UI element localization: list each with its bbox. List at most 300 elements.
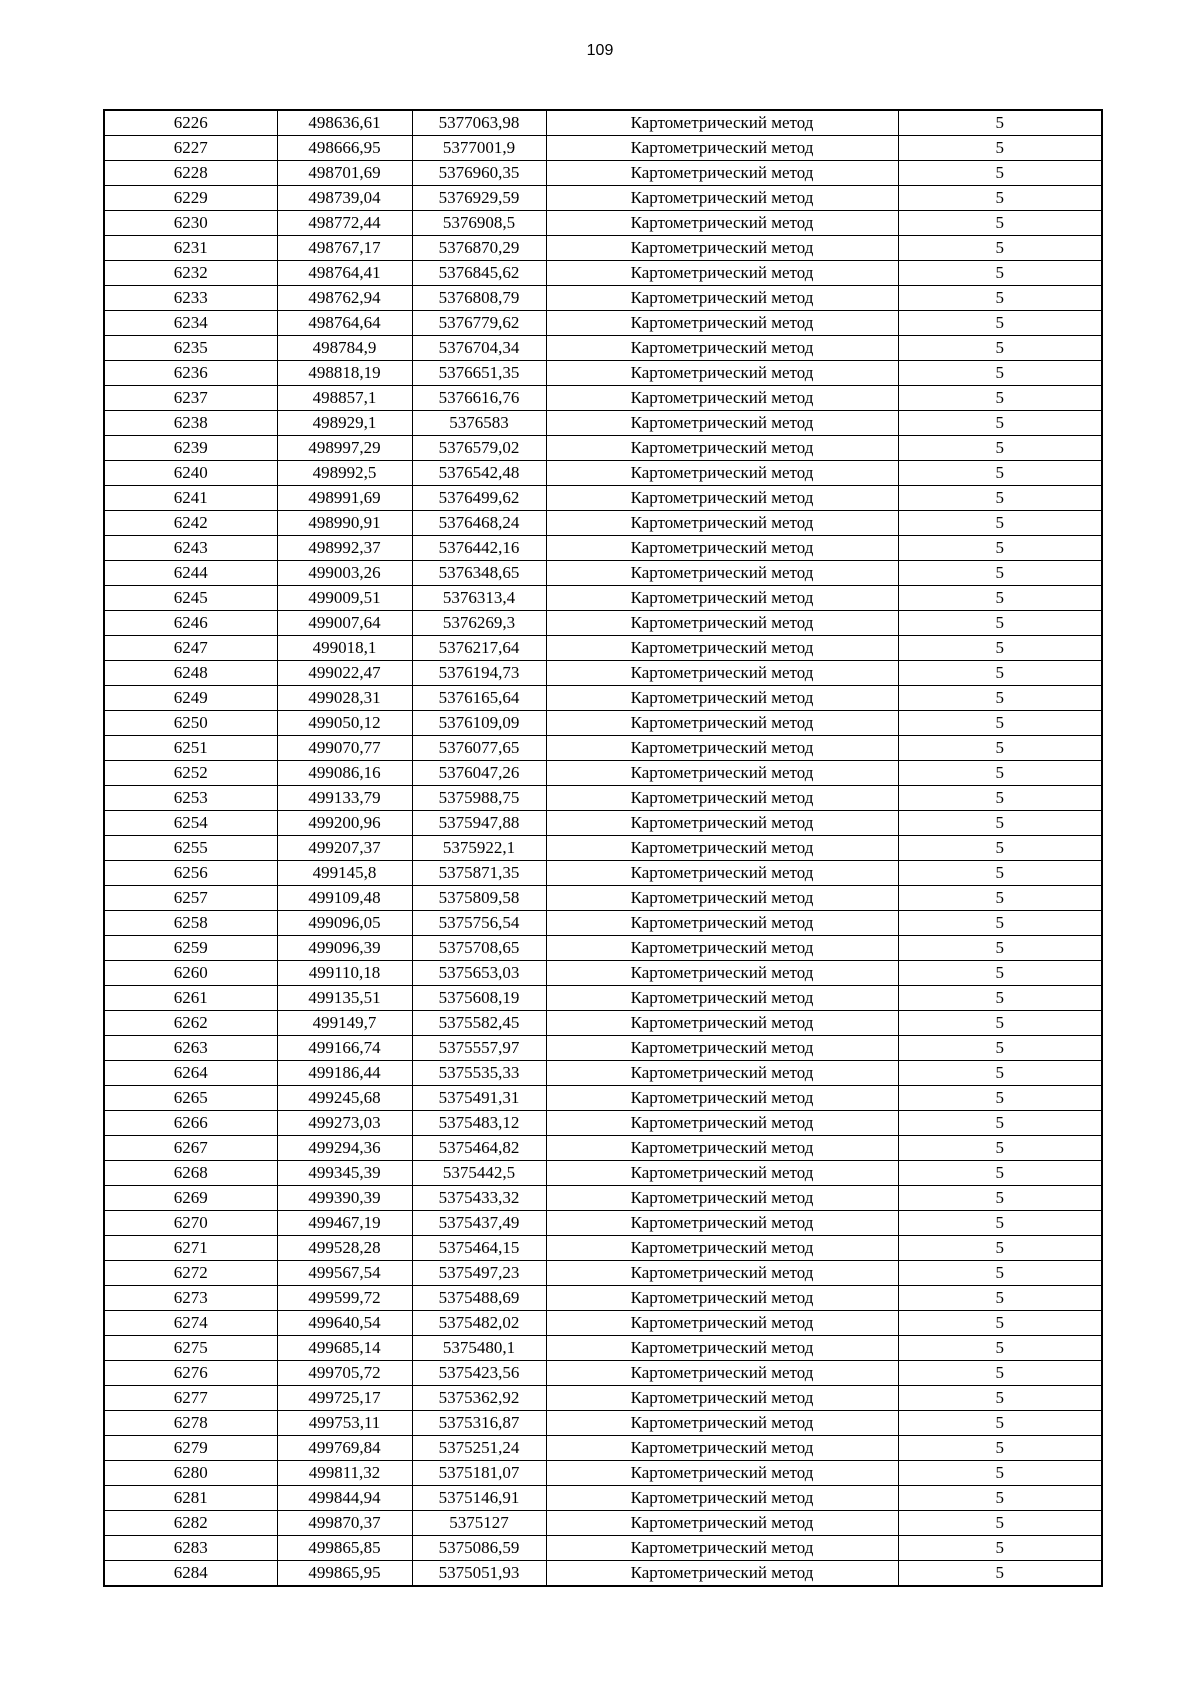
accuracy-cell: 5 [898, 1036, 1102, 1061]
accuracy-cell: 5 [898, 1111, 1102, 1136]
table-row [104, 336, 1102, 361]
point-number-cell: 6269 [104, 1186, 277, 1211]
method-cell: Картометрический метод [546, 1186, 898, 1211]
y-coordinate-cell: 5375437,49 [412, 1211, 546, 1236]
y-coordinate-cell: 5375464,82 [412, 1136, 546, 1161]
x-coordinate-cell: 499207,37 [277, 836, 412, 861]
accuracy-cell: 5 [898, 1336, 1102, 1361]
point-number-cell: 6244 [104, 561, 277, 586]
y-coordinate-cell: 5376109,09 [412, 711, 546, 736]
x-coordinate-cell: 499753,11 [277, 1411, 412, 1436]
accuracy-cell: 5 [898, 1536, 1102, 1561]
accuracy-cell: 5 [898, 1136, 1102, 1161]
accuracy-cell: 5 [898, 311, 1102, 336]
table-row [104, 986, 1102, 1011]
method-cell: Картометрический метод [546, 110, 898, 136]
accuracy-cell: 5 [898, 1011, 1102, 1036]
method-cell: Картометрический метод [546, 411, 898, 436]
method-cell: Картометрический метод [546, 336, 898, 361]
accuracy-cell: 5 [898, 361, 1102, 386]
y-coordinate-cell: 5375146,91 [412, 1486, 546, 1511]
y-coordinate-cell: 5375582,45 [412, 1011, 546, 1036]
method-cell: Картометрический метод [546, 311, 898, 336]
accuracy-cell: 5 [898, 961, 1102, 986]
x-coordinate-cell: 498992,5 [277, 461, 412, 486]
method-cell: Картометрический метод [546, 911, 898, 936]
y-coordinate-cell: 5375756,54 [412, 911, 546, 936]
accuracy-cell: 5 [898, 1086, 1102, 1111]
table-row [104, 186, 1102, 211]
y-coordinate-cell: 5375086,59 [412, 1536, 546, 1561]
point-number-cell: 6250 [104, 711, 277, 736]
point-number-cell: 6233 [104, 286, 277, 311]
y-coordinate-cell: 5375051,93 [412, 1561, 546, 1587]
x-coordinate-cell: 499135,51 [277, 986, 412, 1011]
point-number-cell: 6242 [104, 511, 277, 536]
y-coordinate-cell: 5375251,24 [412, 1436, 546, 1461]
method-cell: Картометрический метод [546, 1086, 898, 1111]
method-cell: Картометрический метод [546, 1411, 898, 1436]
method-cell: Картометрический метод [546, 436, 898, 461]
y-coordinate-cell: 5376583 [412, 411, 546, 436]
method-cell: Картометрический метод [546, 886, 898, 911]
accuracy-cell: 5 [898, 286, 1102, 311]
x-coordinate-cell: 499028,31 [277, 686, 412, 711]
x-coordinate-cell: 499705,72 [277, 1361, 412, 1386]
accuracy-cell: 5 [898, 1511, 1102, 1536]
y-coordinate-cell: 5376468,24 [412, 511, 546, 536]
method-cell: Картометрический метод [546, 1236, 898, 1261]
table-row [104, 411, 1102, 436]
point-number-cell: 6277 [104, 1386, 277, 1411]
point-number-cell: 6247 [104, 636, 277, 661]
method-cell: Картометрический метод [546, 1136, 898, 1161]
point-number-cell: 6267 [104, 1136, 277, 1161]
method-cell: Картометрический метод [546, 1361, 898, 1386]
y-coordinate-cell: 5376542,48 [412, 461, 546, 486]
method-cell: Картометрический метод [546, 1461, 898, 1486]
y-coordinate-cell: 5375708,65 [412, 936, 546, 961]
coordinates-table [103, 109, 1103, 1587]
point-number-cell: 6229 [104, 186, 277, 211]
point-number-cell: 6261 [104, 986, 277, 1011]
accuracy-cell: 5 [898, 911, 1102, 936]
table-row [104, 461, 1102, 486]
y-coordinate-cell: 5375988,75 [412, 786, 546, 811]
accuracy-cell: 5 [898, 1436, 1102, 1461]
x-coordinate-cell: 498764,64 [277, 311, 412, 336]
method-cell: Картометрический метод [546, 536, 898, 561]
method-cell: Картометрический метод [546, 961, 898, 986]
accuracy-cell: 5 [898, 211, 1102, 236]
point-number-cell: 6258 [104, 911, 277, 936]
accuracy-cell: 5 [898, 1236, 1102, 1261]
table-row [104, 1211, 1102, 1236]
x-coordinate-cell: 499528,28 [277, 1236, 412, 1261]
y-coordinate-cell: 5375497,23 [412, 1261, 546, 1286]
x-coordinate-cell: 499467,19 [277, 1211, 412, 1236]
point-number-cell: 6278 [104, 1411, 277, 1436]
point-number-cell: 6268 [104, 1161, 277, 1186]
y-coordinate-cell: 5375947,88 [412, 811, 546, 836]
x-coordinate-cell: 498991,69 [277, 486, 412, 511]
y-coordinate-cell: 5376077,65 [412, 736, 546, 761]
point-number-cell: 6254 [104, 811, 277, 836]
y-coordinate-cell: 5377063,98 [412, 110, 546, 136]
point-number-cell: 6273 [104, 1286, 277, 1311]
x-coordinate-cell: 499110,18 [277, 961, 412, 986]
point-number-cell: 6265 [104, 1086, 277, 1111]
x-coordinate-cell: 498992,37 [277, 536, 412, 561]
accuracy-cell: 5 [898, 611, 1102, 636]
method-cell: Картометрический метод [546, 1536, 898, 1561]
accuracy-cell: 5 [898, 1461, 1102, 1486]
point-number-cell: 6255 [104, 836, 277, 861]
point-number-cell: 6226 [104, 110, 277, 136]
table-row [104, 811, 1102, 836]
point-number-cell: 6241 [104, 486, 277, 511]
y-coordinate-cell: 5376616,76 [412, 386, 546, 411]
x-coordinate-cell: 498784,9 [277, 336, 412, 361]
method-cell: Картометрический метод [546, 161, 898, 186]
table-row [104, 1336, 1102, 1361]
y-coordinate-cell: 5375442,5 [412, 1161, 546, 1186]
accuracy-cell: 5 [898, 1261, 1102, 1286]
point-number-cell: 6272 [104, 1261, 277, 1286]
point-number-cell: 6264 [104, 1061, 277, 1086]
table-row [104, 136, 1102, 161]
table-row [104, 836, 1102, 861]
y-coordinate-cell: 5375608,19 [412, 986, 546, 1011]
table-row [104, 1036, 1102, 1061]
x-coordinate-cell: 499345,39 [277, 1161, 412, 1186]
table-row [104, 961, 1102, 986]
table-row [104, 1386, 1102, 1411]
accuracy-cell: 5 [898, 461, 1102, 486]
table-row [104, 1236, 1102, 1261]
x-coordinate-cell: 499865,95 [277, 1561, 412, 1587]
y-coordinate-cell: 5376704,34 [412, 336, 546, 361]
x-coordinate-cell: 498764,41 [277, 261, 412, 286]
x-coordinate-cell: 498997,29 [277, 436, 412, 461]
x-coordinate-cell: 499050,12 [277, 711, 412, 736]
point-number-cell: 6260 [104, 961, 277, 986]
accuracy-cell: 5 [898, 686, 1102, 711]
y-coordinate-cell: 5376194,73 [412, 661, 546, 686]
method-cell: Картометрический метод [546, 1561, 898, 1587]
accuracy-cell: 5 [898, 936, 1102, 961]
y-coordinate-cell: 5375488,69 [412, 1286, 546, 1311]
x-coordinate-cell: 498762,94 [277, 286, 412, 311]
x-coordinate-cell: 498739,04 [277, 186, 412, 211]
table-row [104, 1536, 1102, 1561]
point-number-cell: 6237 [104, 386, 277, 411]
method-cell: Картометрический метод [546, 186, 898, 211]
method-cell: Картометрический метод [546, 861, 898, 886]
method-cell: Картометрический метод [546, 1286, 898, 1311]
y-coordinate-cell: 5375809,58 [412, 886, 546, 911]
method-cell: Картометрический метод [546, 1161, 898, 1186]
point-number-cell: 6266 [104, 1111, 277, 1136]
accuracy-cell: 5 [898, 1311, 1102, 1336]
point-number-cell: 6227 [104, 136, 277, 161]
accuracy-cell: 5 [898, 1486, 1102, 1511]
point-number-cell: 6257 [104, 886, 277, 911]
table-row [104, 886, 1102, 911]
method-cell: Картометрический метод [546, 761, 898, 786]
table-row [104, 1361, 1102, 1386]
y-coordinate-cell: 5377001,9 [412, 136, 546, 161]
point-number-cell: 6256 [104, 861, 277, 886]
y-coordinate-cell: 5375316,87 [412, 1411, 546, 1436]
accuracy-cell: 5 [898, 110, 1102, 136]
table-row [104, 1261, 1102, 1286]
accuracy-cell: 5 [898, 486, 1102, 511]
method-cell: Картометрический метод [546, 936, 898, 961]
x-coordinate-cell: 498767,17 [277, 236, 412, 261]
table-row [104, 1561, 1102, 1587]
table-row [104, 1136, 1102, 1161]
table-row [104, 1011, 1102, 1036]
accuracy-cell: 5 [898, 1561, 1102, 1587]
point-number-cell: 6279 [104, 1436, 277, 1461]
page-number: 109 [586, 42, 614, 59]
y-coordinate-cell: 5375535,33 [412, 1061, 546, 1086]
accuracy-cell: 5 [898, 336, 1102, 361]
y-coordinate-cell: 5375127 [412, 1511, 546, 1536]
method-cell: Картометрический метод [546, 986, 898, 1011]
method-cell: Картометрический метод [546, 611, 898, 636]
accuracy-cell: 5 [898, 636, 1102, 661]
point-number-cell: 6249 [104, 686, 277, 711]
accuracy-cell: 5 [898, 536, 1102, 561]
x-coordinate-cell: 499096,05 [277, 911, 412, 936]
table-row [104, 536, 1102, 561]
x-coordinate-cell: 499273,03 [277, 1111, 412, 1136]
x-coordinate-cell: 499096,39 [277, 936, 412, 961]
point-number-cell: 6282 [104, 1511, 277, 1536]
y-coordinate-cell: 5375482,02 [412, 1311, 546, 1336]
accuracy-cell: 5 [898, 136, 1102, 161]
accuracy-cell: 5 [898, 386, 1102, 411]
table-row [104, 261, 1102, 286]
table-row [104, 611, 1102, 636]
table-row [104, 911, 1102, 936]
x-coordinate-cell: 499245,68 [277, 1086, 412, 1111]
point-number-cell: 6234 [104, 311, 277, 336]
method-cell: Картометрический метод [546, 1211, 898, 1236]
y-coordinate-cell: 5375653,03 [412, 961, 546, 986]
method-cell: Картометрический метод [546, 1036, 898, 1061]
x-coordinate-cell: 499865,85 [277, 1536, 412, 1561]
table-row [104, 286, 1102, 311]
x-coordinate-cell: 499009,51 [277, 586, 412, 611]
y-coordinate-cell: 5376808,79 [412, 286, 546, 311]
method-cell: Картометрический метод [546, 211, 898, 236]
x-coordinate-cell: 499022,47 [277, 661, 412, 686]
y-coordinate-cell: 5375483,12 [412, 1111, 546, 1136]
method-cell: Картометрический метод [546, 636, 898, 661]
method-cell: Картометрический метод [546, 1436, 898, 1461]
y-coordinate-cell: 5375423,56 [412, 1361, 546, 1386]
point-number-cell: 6245 [104, 586, 277, 611]
point-number-cell: 6243 [104, 536, 277, 561]
accuracy-cell: 5 [898, 811, 1102, 836]
x-coordinate-cell: 498636,61 [277, 110, 412, 136]
table-row [104, 761, 1102, 786]
table-row [104, 311, 1102, 336]
x-coordinate-cell: 499166,74 [277, 1036, 412, 1061]
x-coordinate-cell: 499294,36 [277, 1136, 412, 1161]
x-coordinate-cell: 499149,7 [277, 1011, 412, 1036]
point-number-cell: 6274 [104, 1311, 277, 1336]
table-row [104, 586, 1102, 611]
y-coordinate-cell: 5376870,29 [412, 236, 546, 261]
table-row [104, 936, 1102, 961]
accuracy-cell: 5 [898, 1286, 1102, 1311]
accuracy-cell: 5 [898, 786, 1102, 811]
method-cell: Картометрический метод [546, 1011, 898, 1036]
accuracy-cell: 5 [898, 161, 1102, 186]
y-coordinate-cell: 5376929,59 [412, 186, 546, 211]
table-row [104, 161, 1102, 186]
point-number-cell: 6284 [104, 1561, 277, 1587]
method-cell: Картометрический метод [546, 1386, 898, 1411]
method-cell: Картометрический метод [546, 386, 898, 411]
x-coordinate-cell: 499811,32 [277, 1461, 412, 1486]
y-coordinate-cell: 5376908,5 [412, 211, 546, 236]
y-coordinate-cell: 5375181,07 [412, 1461, 546, 1486]
y-coordinate-cell: 5376047,26 [412, 761, 546, 786]
x-coordinate-cell: 499870,37 [277, 1511, 412, 1536]
table-row [104, 211, 1102, 236]
method-cell: Картометрический метод [546, 1111, 898, 1136]
y-coordinate-cell: 5376217,64 [412, 636, 546, 661]
x-coordinate-cell: 498772,44 [277, 211, 412, 236]
method-cell: Картометрический метод [546, 1061, 898, 1086]
table-row [104, 1111, 1102, 1136]
y-coordinate-cell: 5376845,62 [412, 261, 546, 286]
x-coordinate-cell: 499769,84 [277, 1436, 412, 1461]
method-cell: Картометрический метод [546, 1311, 898, 1336]
table-row [104, 1486, 1102, 1511]
accuracy-cell: 5 [898, 1361, 1102, 1386]
x-coordinate-cell: 499086,16 [277, 761, 412, 786]
x-coordinate-cell: 499109,48 [277, 886, 412, 911]
table-row [104, 110, 1102, 136]
y-coordinate-cell: 5376269,3 [412, 611, 546, 636]
y-coordinate-cell: 5375922,1 [412, 836, 546, 861]
accuracy-cell: 5 [898, 411, 1102, 436]
y-coordinate-cell: 5376579,02 [412, 436, 546, 461]
x-coordinate-cell: 498929,1 [277, 411, 412, 436]
point-number-cell: 6248 [104, 661, 277, 686]
point-number-cell: 6252 [104, 761, 277, 786]
table-row [104, 786, 1102, 811]
table-row [104, 436, 1102, 461]
accuracy-cell: 5 [898, 661, 1102, 686]
x-coordinate-cell: 498990,91 [277, 511, 412, 536]
table-row [104, 711, 1102, 736]
x-coordinate-cell: 499844,94 [277, 1486, 412, 1511]
point-number-cell: 6246 [104, 611, 277, 636]
point-number-cell: 6280 [104, 1461, 277, 1486]
point-number-cell: 6230 [104, 211, 277, 236]
x-coordinate-cell: 499640,54 [277, 1311, 412, 1336]
accuracy-cell: 5 [898, 1211, 1102, 1236]
point-number-cell: 6235 [104, 336, 277, 361]
point-number-cell: 6228 [104, 161, 277, 186]
table-row [104, 661, 1102, 686]
x-coordinate-cell: 499725,17 [277, 1386, 412, 1411]
table-row [104, 1461, 1102, 1486]
point-number-cell: 6263 [104, 1036, 277, 1061]
point-number-cell: 6259 [104, 936, 277, 961]
table-row [104, 1161, 1102, 1186]
point-number-cell: 6281 [104, 1486, 277, 1511]
point-number-cell: 6276 [104, 1361, 277, 1386]
point-number-cell: 6251 [104, 736, 277, 761]
y-coordinate-cell: 5375871,35 [412, 861, 546, 886]
y-coordinate-cell: 5375464,15 [412, 1236, 546, 1261]
method-cell: Картометрический метод [546, 686, 898, 711]
method-cell: Картометрический метод [546, 486, 898, 511]
point-number-cell: 6232 [104, 261, 277, 286]
method-cell: Картометрический метод [546, 361, 898, 386]
accuracy-cell: 5 [898, 436, 1102, 461]
method-cell: Картометрический метод [546, 236, 898, 261]
table-row [104, 1186, 1102, 1211]
y-coordinate-cell: 5376651,35 [412, 361, 546, 386]
table-row [104, 636, 1102, 661]
point-number-cell: 6238 [104, 411, 277, 436]
accuracy-cell: 5 [898, 836, 1102, 861]
x-coordinate-cell: 498666,95 [277, 136, 412, 161]
table-row [104, 1511, 1102, 1536]
method-cell: Картометрический метод [546, 736, 898, 761]
point-number-cell: 6283 [104, 1536, 277, 1561]
point-number-cell: 6275 [104, 1336, 277, 1361]
table-row [104, 861, 1102, 886]
y-coordinate-cell: 5375362,92 [412, 1386, 546, 1411]
table-row [104, 511, 1102, 536]
x-coordinate-cell: 499567,54 [277, 1261, 412, 1286]
accuracy-cell: 5 [898, 236, 1102, 261]
coordinates-table-body [104, 110, 1102, 1586]
table-row [104, 1311, 1102, 1336]
accuracy-cell: 5 [898, 736, 1102, 761]
accuracy-cell: 5 [898, 586, 1102, 611]
y-coordinate-cell: 5375480,1 [412, 1336, 546, 1361]
x-coordinate-cell: 499599,72 [277, 1286, 412, 1311]
y-coordinate-cell: 5375491,31 [412, 1086, 546, 1111]
method-cell: Картометрический метод [546, 1336, 898, 1361]
x-coordinate-cell: 499070,77 [277, 736, 412, 761]
y-coordinate-cell: 5375557,97 [412, 1036, 546, 1061]
method-cell: Картометрический метод [546, 136, 898, 161]
accuracy-cell: 5 [898, 986, 1102, 1011]
x-coordinate-cell: 499018,1 [277, 636, 412, 661]
table-row [104, 1061, 1102, 1086]
point-number-cell: 6253 [104, 786, 277, 811]
method-cell: Картометрический метод [546, 561, 898, 586]
accuracy-cell: 5 [898, 561, 1102, 586]
x-coordinate-cell: 499133,79 [277, 786, 412, 811]
x-coordinate-cell: 499186,44 [277, 1061, 412, 1086]
point-number-cell: 6240 [104, 461, 277, 486]
table-row [104, 736, 1102, 761]
point-number-cell: 6231 [104, 236, 277, 261]
